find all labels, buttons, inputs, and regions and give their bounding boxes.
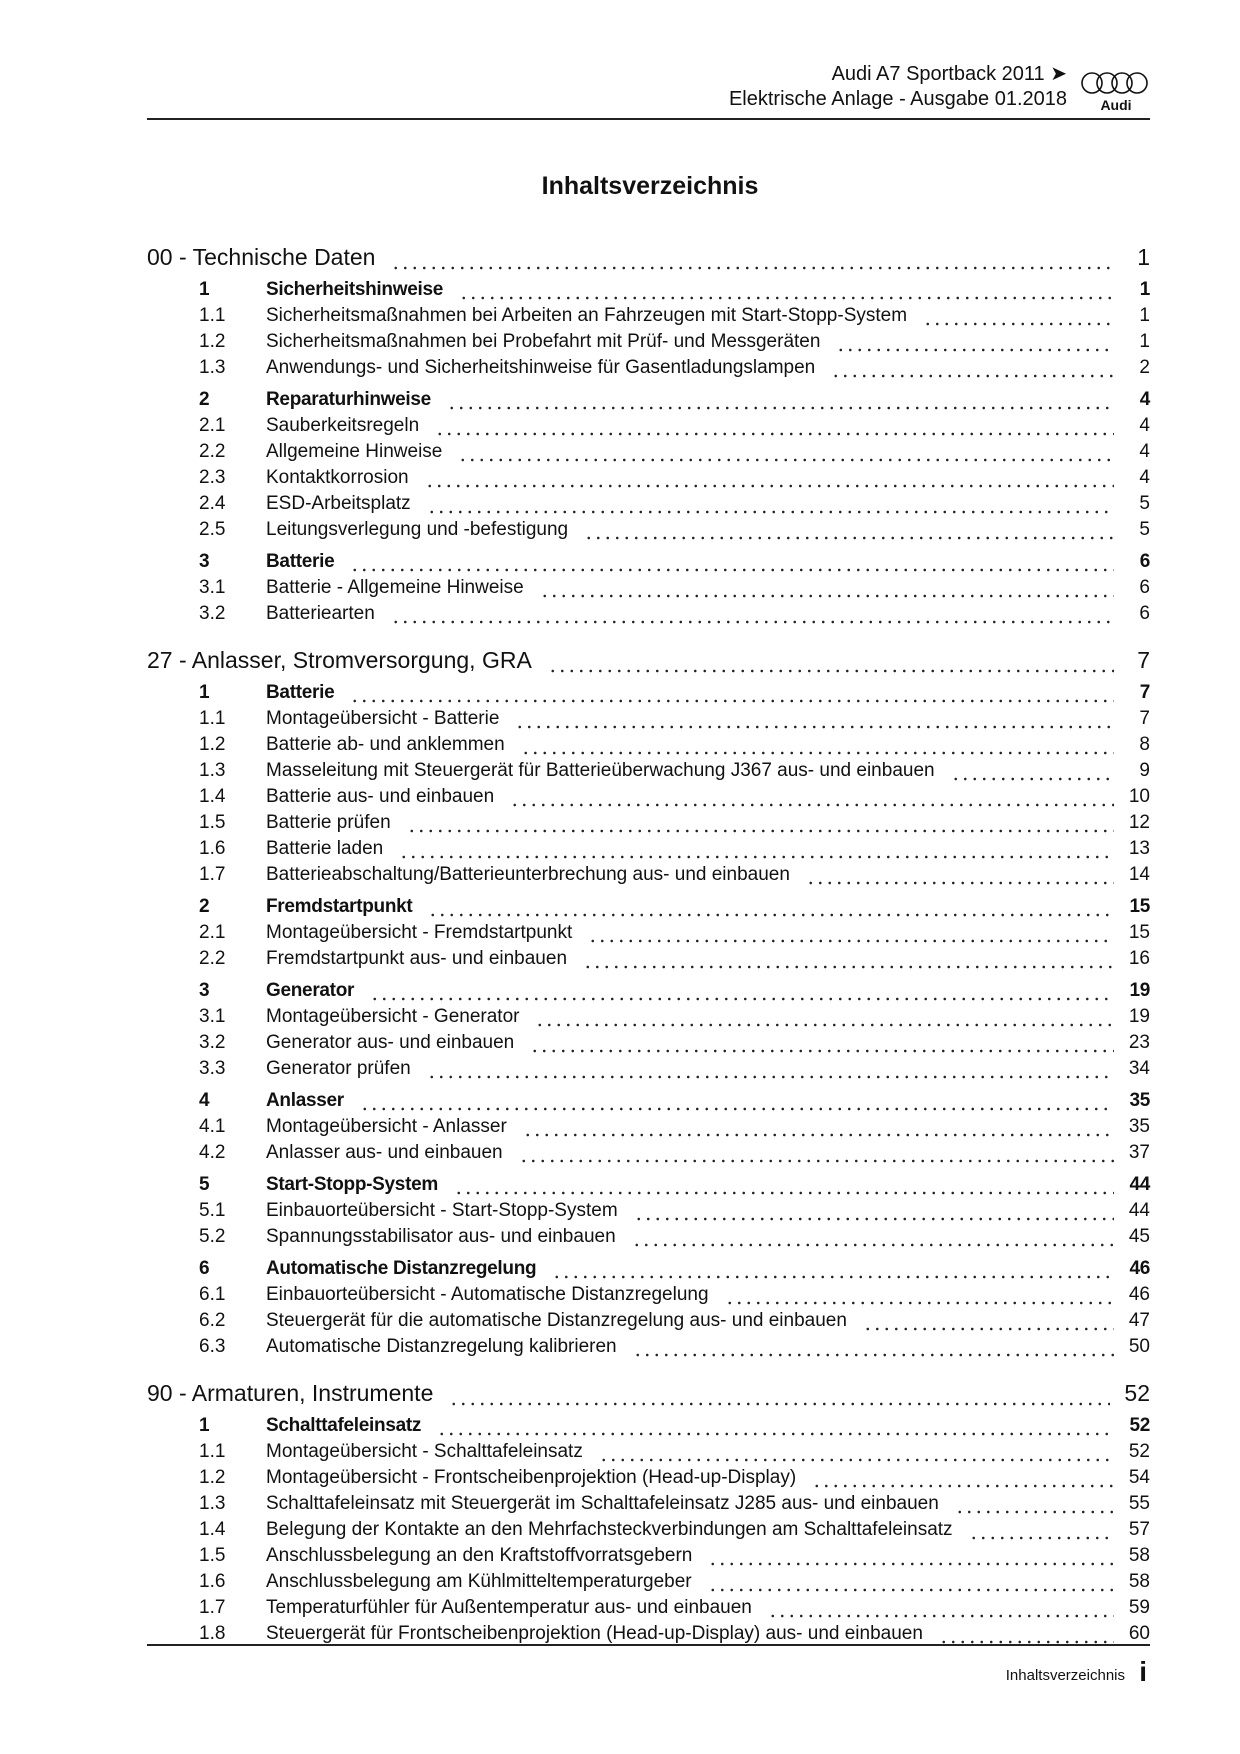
entry-page: 46: [1128, 1284, 1150, 1305]
entry-title: ESD-Arbeitsplatz: [266, 493, 411, 514]
entry-page: 4: [1139, 467, 1150, 488]
entry-title: Batterie: [266, 551, 335, 572]
toc-section-row[interactable]: [147, 1250, 1150, 1282]
dot-leader: [454, 1172, 1114, 1198]
entry-title: Anschlussbelegung am Kühlmitteltemperaturgeber: [266, 1571, 692, 1592]
entry-page: 15: [1128, 922, 1150, 943]
entry-title: Temperaturfühler für Außentemperatur aus- und einbauen: [266, 1597, 752, 1618]
toc-section-row[interactable]: [147, 972, 1150, 1004]
entry-number: 1.5: [199, 1545, 226, 1566]
dot-leader: [969, 1517, 1114, 1543]
entry-title: Batterie aus- und einbauen: [266, 786, 495, 807]
entry-title: Schalttafeleinsatz mit Steuergerät im Schalttafeleinsatz J285 aus- und einbauen: [266, 1493, 939, 1514]
dot-leader: [708, 1569, 1114, 1595]
dot-leader: [583, 946, 1114, 972]
dot-leader: [548, 648, 1114, 674]
entry-page: 19: [1128, 1006, 1150, 1027]
toc-subsection-row[interactable]: [147, 1543, 1150, 1569]
entry-number: 2: [199, 389, 210, 410]
entry-page: 15: [1129, 896, 1150, 917]
entry-number: 3.2: [199, 1032, 226, 1053]
entry-title: Automatische Distanzregelung: [266, 1258, 537, 1279]
entry-number: 1.3: [199, 1493, 226, 1514]
entry-title: Generator aus- und einbauen: [266, 1032, 515, 1053]
toc-subsection-row[interactable]: [147, 1308, 1150, 1334]
dot-leader: [425, 465, 1114, 491]
entry-number: 2.2: [199, 948, 226, 969]
entry-number: 3.1: [199, 577, 226, 598]
toc-subsection-row[interactable]: [147, 1569, 1150, 1595]
footer-divider: [147, 1644, 1150, 1646]
dot-leader: [863, 1308, 1114, 1334]
entry-page: 55: [1128, 1493, 1150, 1514]
chapter-title: 90 - Armaturen, Instrumente: [147, 1380, 434, 1406]
dot-leader: [428, 894, 1114, 920]
entry-page: 1: [1139, 331, 1150, 352]
toc-subsection-row[interactable]: [147, 1198, 1150, 1224]
dot-leader: [725, 1282, 1114, 1308]
entry-page: 58: [1128, 1571, 1150, 1592]
entry-number: 6.2: [199, 1310, 226, 1331]
dot-leader: [435, 413, 1114, 439]
entry-page: 57: [1128, 1519, 1150, 1540]
entry-page: 34: [1128, 1058, 1150, 1079]
entry-page: 44: [1128, 1200, 1150, 1221]
entry-page: 7: [1139, 708, 1150, 729]
dot-leader: [584, 517, 1114, 543]
entry-number: 6: [199, 1258, 210, 1279]
entry-page: 8: [1139, 734, 1150, 755]
dot-leader: [437, 1413, 1114, 1439]
page-title: Inhaltsverzeichnis: [541, 172, 759, 200]
entry-page: 9: [1139, 760, 1150, 781]
entry-page: 60: [1128, 1623, 1150, 1644]
entry-number: 2.5: [199, 519, 226, 540]
toc-subsection-row[interactable]: [147, 1282, 1150, 1308]
entry-page: 35: [1128, 1116, 1150, 1137]
entry-page: 23: [1128, 1032, 1150, 1053]
entry-title: Sicherheitsmaßnahmen bei Probefahrt mit Prüf- und Messgeräten: [266, 331, 821, 352]
entry-title: Montageübersicht - Schalttafeleinsatz: [266, 1441, 583, 1462]
entry-number: 1: [199, 279, 210, 300]
entry-title: Schalttafeleinsatz: [266, 1415, 422, 1436]
dot-leader: [831, 355, 1114, 381]
entry-page: 45: [1128, 1226, 1150, 1247]
toc-subsection-row[interactable]: [147, 1439, 1150, 1465]
entry-page: 6: [1139, 551, 1150, 572]
entry-title: Allgemeine Hinweise: [266, 441, 443, 462]
toc-subsection-row[interactable]: [147, 1004, 1150, 1030]
entry-number: 5: [199, 1174, 210, 1195]
entry-title: Generator: [266, 980, 355, 1001]
entry-number: 1.8: [199, 1623, 226, 1644]
chapter-page: 52: [1124, 1380, 1150, 1406]
toc-subsection-row[interactable]: [147, 413, 1150, 439]
toc-section-row[interactable]: [147, 381, 1150, 413]
dot-leader: [708, 1543, 1114, 1569]
entry-title: Anlasser: [266, 1090, 344, 1111]
entry-title: Batterie: [266, 682, 335, 703]
entry-number: 1.7: [199, 864, 226, 885]
toc-chapter-row[interactable]: [147, 627, 1150, 674]
toc-subsection-row[interactable]: [147, 1595, 1150, 1621]
entry-title: Automatische Distanzregelung kalibrieren: [266, 1336, 617, 1357]
entry-title: Start-Stopp-System: [266, 1174, 438, 1195]
chapter-page: 1: [1137, 244, 1150, 270]
toc-subsection-row[interactable]: [147, 1465, 1150, 1491]
chapter-page: 7: [1137, 647, 1150, 673]
toc-subsection-row[interactable]: [147, 1491, 1150, 1517]
dot-leader: [350, 680, 1114, 706]
entry-page: 4: [1139, 441, 1150, 462]
toc-subsection-row[interactable]: [147, 465, 1150, 491]
entry-title: Fremdstartpunkt aus- und einbauen: [266, 948, 568, 969]
entry-number: 1.1: [199, 708, 226, 729]
entry-title: Anschlussbelegung an den Kraftstoffvorratsgebern: [266, 1545, 693, 1566]
entry-title: Einbauorteübersicht - Start-Stopp-System: [266, 1200, 618, 1221]
toc-section-row[interactable]: [147, 1082, 1150, 1114]
entry-number: 3.3: [199, 1058, 226, 1079]
entry-page: 12: [1128, 812, 1150, 833]
entry-number: 2: [199, 896, 210, 917]
entry-page: 4: [1139, 415, 1150, 436]
dot-leader: [515, 706, 1114, 732]
header-edition: Elektrische Anlage - Ausgabe 01.2018: [728, 88, 1067, 110]
toc-subsection-row[interactable]: [147, 810, 1150, 836]
entry-page: 16: [1128, 948, 1150, 969]
entry-title: Anwendungs- und Sicherheitshinweise für Gasentladungslampen: [266, 357, 816, 378]
entry-title: Montageübersicht - Frontscheibenprojektion (Head-up-Display): [266, 1467, 797, 1488]
entry-number: 1.4: [199, 786, 226, 807]
entry-title: Sicherheitshinweise: [266, 279, 443, 300]
entry-number: 5.2: [199, 1226, 226, 1247]
toc-subsection-row[interactable]: [147, 862, 1150, 888]
dot-leader: [599, 1439, 1114, 1465]
dot-leader: [447, 387, 1114, 413]
entry-page: 13: [1128, 838, 1150, 859]
entry-page: 47: [1128, 1310, 1150, 1331]
toc-subsection-row[interactable]: [147, 355, 1150, 381]
footer-page-number: i: [1139, 1656, 1147, 1687]
toc-subsection-row[interactable]: [147, 758, 1150, 784]
entry-page: 54: [1128, 1467, 1150, 1488]
entry-page: 10: [1128, 786, 1150, 807]
dot-leader: [391, 245, 1114, 271]
svg-text:Audi: Audi: [1100, 97, 1132, 113]
entry-number: 2.2: [199, 441, 226, 462]
entry-number: 2.4: [199, 493, 226, 514]
dot-leader: [552, 1256, 1114, 1282]
entry-page: 58: [1128, 1545, 1150, 1566]
table-of-contents: [147, 243, 1150, 1647]
entry-number: 4.1: [199, 1116, 226, 1137]
entry-title: Reparaturhinweise: [266, 389, 431, 410]
dot-leader: [459, 277, 1114, 303]
entry-title: Batterie ab- und anklemmen: [266, 734, 505, 755]
entry-title: Sauberkeitsregeln: [266, 415, 420, 436]
entry-title: Belegung der Kontakte an den Mehrfachsteckverbindungen am Schalttafeleinsatz: [266, 1519, 953, 1540]
dot-leader: [407, 810, 1114, 836]
entry-title: Kontaktkorrosion: [266, 467, 409, 488]
entry-page: 52: [1129, 1415, 1150, 1436]
entry-title: Spannungsstabilisator aus- und einbauen: [266, 1226, 616, 1247]
entry-title: Batterie - Allgemeine Hinweise: [266, 577, 524, 598]
dot-leader: [391, 601, 1114, 627]
entry-number: 3.2: [199, 603, 226, 624]
entry-number: 1.2: [199, 734, 226, 755]
entry-page: 52: [1128, 1441, 1150, 1462]
entry-title: Batteriearten: [266, 603, 375, 624]
entry-page: 5: [1139, 493, 1150, 514]
entry-title: Einbauorteübersicht - Automatische Distanzregelung: [266, 1284, 709, 1305]
dot-leader: [806, 862, 1114, 888]
entry-number: 1.2: [199, 331, 226, 352]
entry-page: 50: [1128, 1336, 1150, 1357]
dot-leader: [530, 1030, 1114, 1056]
dot-leader: [427, 491, 1114, 517]
entry-page: 37: [1128, 1142, 1150, 1163]
toc-subsection-row[interactable]: [147, 1030, 1150, 1056]
toc-section-row[interactable]: [147, 271, 1150, 303]
entry-number: 1.6: [199, 1571, 226, 1592]
toc-section-row[interactable]: [147, 1166, 1150, 1198]
dot-leader: [588, 920, 1114, 946]
toc-subsection-row[interactable]: [147, 1056, 1150, 1082]
header-model: Audi A7 Sportback 2011 ➤: [831, 63, 1067, 85]
dot-leader: [458, 439, 1114, 465]
entry-number: 1.3: [199, 357, 226, 378]
dot-leader: [923, 303, 1114, 329]
footer-label: Inhaltsverzeichnis: [1005, 1667, 1125, 1684]
entry-title: Montageübersicht - Generator: [266, 1006, 520, 1027]
dot-leader: [370, 978, 1114, 1004]
toc-subsection-row[interactable]: [147, 491, 1150, 517]
entry-title: Leitungsverlegung und -befestigung: [266, 519, 569, 540]
dot-leader: [836, 329, 1114, 355]
entry-title: Steuergerät für Frontscheibenprojektion (Head-up-Display) aus- und einbauen: [266, 1623, 923, 1644]
entry-number: 2.1: [199, 922, 226, 943]
dot-leader: [399, 836, 1114, 862]
entry-number: 2.3: [199, 467, 226, 488]
entry-number: 6.1: [199, 1284, 226, 1305]
entry-number: 1.7: [199, 1597, 226, 1618]
entry-number: 3: [199, 551, 210, 572]
toc-subsection-row[interactable]: [147, 784, 1150, 810]
toc-subsection-row[interactable]: [147, 517, 1150, 543]
entry-title: Batterieabschaltung/Batterieunterbrechung aus- und einbauen: [266, 864, 790, 885]
dot-leader: [449, 1381, 1110, 1407]
entry-page: 46: [1129, 1258, 1150, 1279]
toc-subsection-row[interactable]: [147, 732, 1150, 758]
entry-number: 1.5: [199, 812, 226, 833]
entry-page: 4: [1139, 389, 1150, 410]
entry-number: 3.1: [199, 1006, 226, 1027]
header-divider: [147, 118, 1150, 120]
entry-title: Steuergerät für die automatische Distanzregelung aus- und einbauen: [266, 1310, 847, 1331]
toc-subsection-row[interactable]: [147, 836, 1150, 862]
entry-number: 1.1: [199, 305, 226, 326]
entry-page: 35: [1129, 1090, 1150, 1111]
entry-page: 1: [1139, 279, 1150, 300]
toc-subsection-row[interactable]: [147, 1517, 1150, 1543]
entry-title: Generator prüfen: [266, 1058, 411, 1079]
entry-number: 1: [199, 1415, 210, 1436]
entry-title: Batterie prüfen: [266, 812, 391, 833]
entry-number: 2.1: [199, 415, 226, 436]
dot-leader: [540, 575, 1114, 601]
toc-subsection-row[interactable]: [147, 706, 1150, 732]
dot-leader: [812, 1465, 1114, 1491]
entry-number: 1.1: [199, 1441, 226, 1462]
dot-leader: [519, 1140, 1114, 1166]
toc-subsection-row[interactable]: [147, 329, 1150, 355]
entry-number: 1: [199, 682, 210, 703]
entry-page: 14: [1128, 864, 1150, 885]
toc-subsection-row[interactable]: [147, 1334, 1150, 1360]
dot-leader: [427, 1056, 1114, 1082]
entry-number: 4.2: [199, 1142, 226, 1163]
toc-subsection-row[interactable]: [147, 920, 1150, 946]
toc-section-row[interactable]: [147, 674, 1150, 706]
dot-leader: [633, 1334, 1114, 1360]
toc-section-row[interactable]: [147, 1407, 1150, 1439]
entry-number: 5.1: [199, 1200, 226, 1221]
toc-subsection-row[interactable]: [147, 1140, 1150, 1166]
chapter-title: 27 - Anlasser, Stromversorgung, GRA: [147, 647, 532, 673]
entry-number: 1.2: [199, 1467, 226, 1488]
entry-title: Montageübersicht - Fremdstartpunkt: [266, 922, 573, 943]
entry-page: 1: [1139, 305, 1150, 326]
entry-title: Montageübersicht - Anlasser: [266, 1116, 507, 1137]
toc-subsection-row[interactable]: [147, 1114, 1150, 1140]
dot-leader: [360, 1088, 1114, 1114]
toc-subsection-row[interactable]: [147, 303, 1150, 329]
entry-page: 7: [1139, 682, 1150, 703]
chapter-title: 00 - Technische Daten: [147, 244, 376, 270]
toc-subsection-row[interactable]: [147, 439, 1150, 465]
toc-subsection-row[interactable]: [147, 601, 1150, 627]
entry-page: 44: [1129, 1174, 1150, 1195]
entry-page: 5: [1139, 519, 1150, 540]
toc-chapter-row[interactable]: [147, 1360, 1150, 1407]
entry-number: 1.3: [199, 760, 226, 781]
toc-subsection-row[interactable]: [147, 575, 1150, 601]
dot-leader: [535, 1004, 1114, 1030]
entry-page: 2: [1139, 357, 1150, 378]
dot-leader: [350, 549, 1114, 575]
dot-leader: [634, 1198, 1114, 1224]
toc-chapter-row[interactable]: [147, 243, 1150, 271]
entry-title: Fremdstartpunkt: [266, 896, 413, 917]
entry-page: 19: [1129, 980, 1150, 1001]
entry-title: Sicherheitsmaßnahmen bei Arbeiten an Fahrzeugen mit Start-Stopp-System: [266, 305, 908, 326]
dot-leader: [768, 1595, 1114, 1621]
entry-number: 6.3: [199, 1336, 226, 1357]
entry-number: 4: [199, 1090, 210, 1111]
dot-leader: [632, 1224, 1114, 1250]
dot-leader: [955, 1491, 1114, 1517]
entry-number: 1.4: [199, 1519, 226, 1540]
entry-title: Anlasser aus- und einbauen: [266, 1142, 503, 1163]
entry-title: Batterie laden: [266, 838, 384, 859]
audi-logo: [1080, 72, 1152, 116]
dot-leader: [510, 784, 1114, 810]
dot-leader: [951, 758, 1114, 784]
toc-section-row[interactable]: [147, 543, 1150, 575]
entry-page: 59: [1128, 1597, 1150, 1618]
dot-leader: [523, 1114, 1114, 1140]
toc-subsection-row[interactable]: [147, 1224, 1150, 1250]
toc-section-row[interactable]: [147, 888, 1150, 920]
entry-page: 6: [1139, 577, 1150, 598]
entry-number: 1.6: [199, 838, 226, 859]
dot-leader: [521, 732, 1114, 758]
entry-number: 3: [199, 980, 210, 1001]
entry-title: Masseleitung mit Steuergerät für Batterieüberwachung J367 aus- und einbauen: [266, 760, 935, 781]
toc-subsection-row[interactable]: [147, 946, 1150, 972]
entry-page: 6: [1139, 603, 1150, 624]
entry-title: Montageübersicht - Batterie: [266, 708, 500, 729]
